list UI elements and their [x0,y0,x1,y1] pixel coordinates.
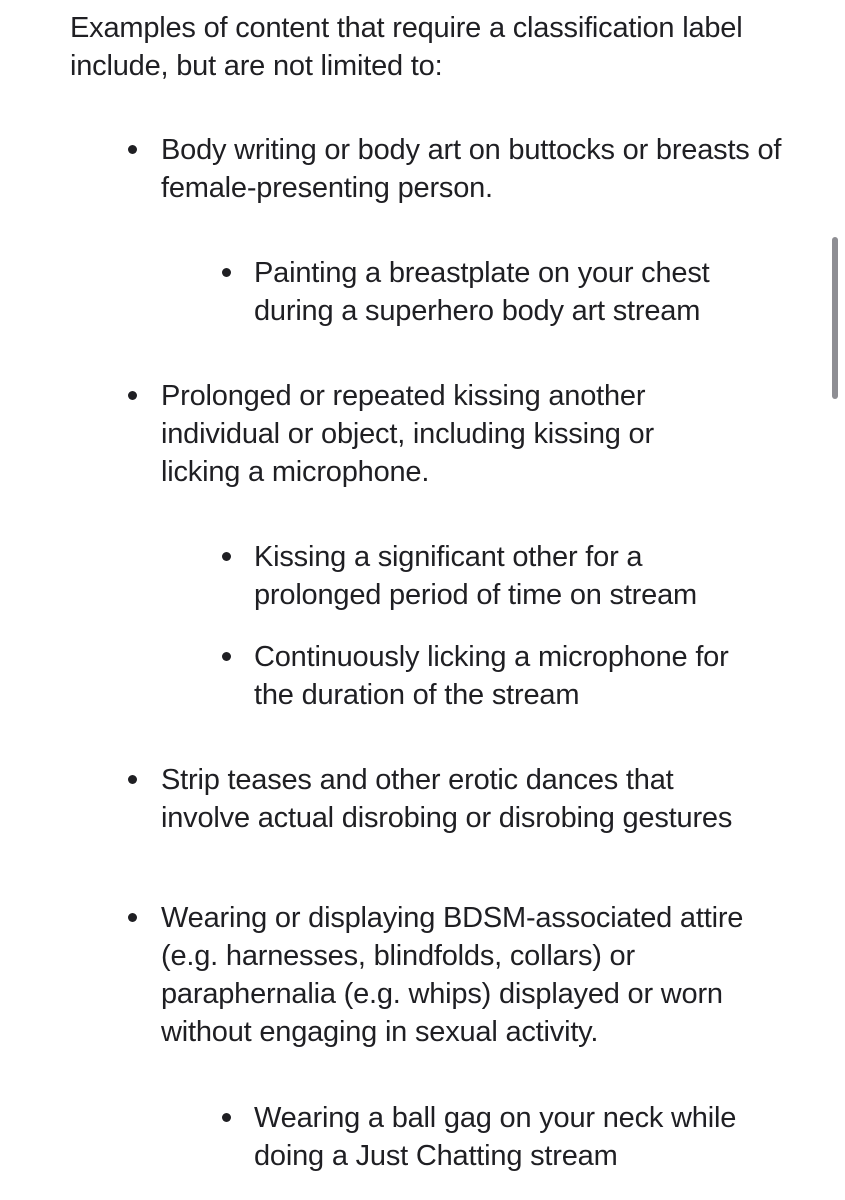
list-item [161,377,731,491]
sub-list-item-text: Kissing a significant other for a prolonged period of time on stream [254,541,697,611]
list-item-text: Strip teases and other erotic dances that involve actual disrobing or disrobing gestures [161,764,733,834]
bullet-icon [222,1113,231,1122]
intro-paragraph: Examples of content that require a classification label include, but are not limited to: [70,12,743,82]
sub-list-item [254,254,774,330]
bullet-icon [128,145,137,154]
bullet-icon [128,391,137,400]
sub-list-item-text: Painting a breastplate on your chest during a superhero body art stream [254,257,710,327]
bullet-icon [222,652,231,661]
list-item [161,761,741,837]
sub-list-item [254,538,754,614]
list-item [161,131,801,207]
bullet-icon [128,913,137,922]
bullet-icon [128,775,137,784]
scrollbar-thumb[interactable] [832,237,838,399]
list-item-text: Wearing or displaying BDSM-associated attire (e.g. harnesses, blindfolds, collars) or paraphernalia (e.g. whips) displayed or worn without engaging in sexual activity. [161,902,744,1048]
bullet-icon [222,268,231,277]
sub-list-item-text: Wearing a ball gag on your neck while doing a Just Chatting stream [254,1102,737,1172]
list-item-text: Prolonged or repeated kissing another individual or object, including kissing or licking a microphone. [161,380,654,488]
bullet-icon [222,552,231,561]
list-item-text: Body writing or body art on buttocks or breasts of female-presenting person. [161,134,782,204]
sub-list-item-text: Continuously licking a microphone for the duration of the stream [254,641,729,711]
sub-list-item [254,638,754,714]
sub-list-item [254,1099,794,1175]
list-item [161,899,781,1051]
